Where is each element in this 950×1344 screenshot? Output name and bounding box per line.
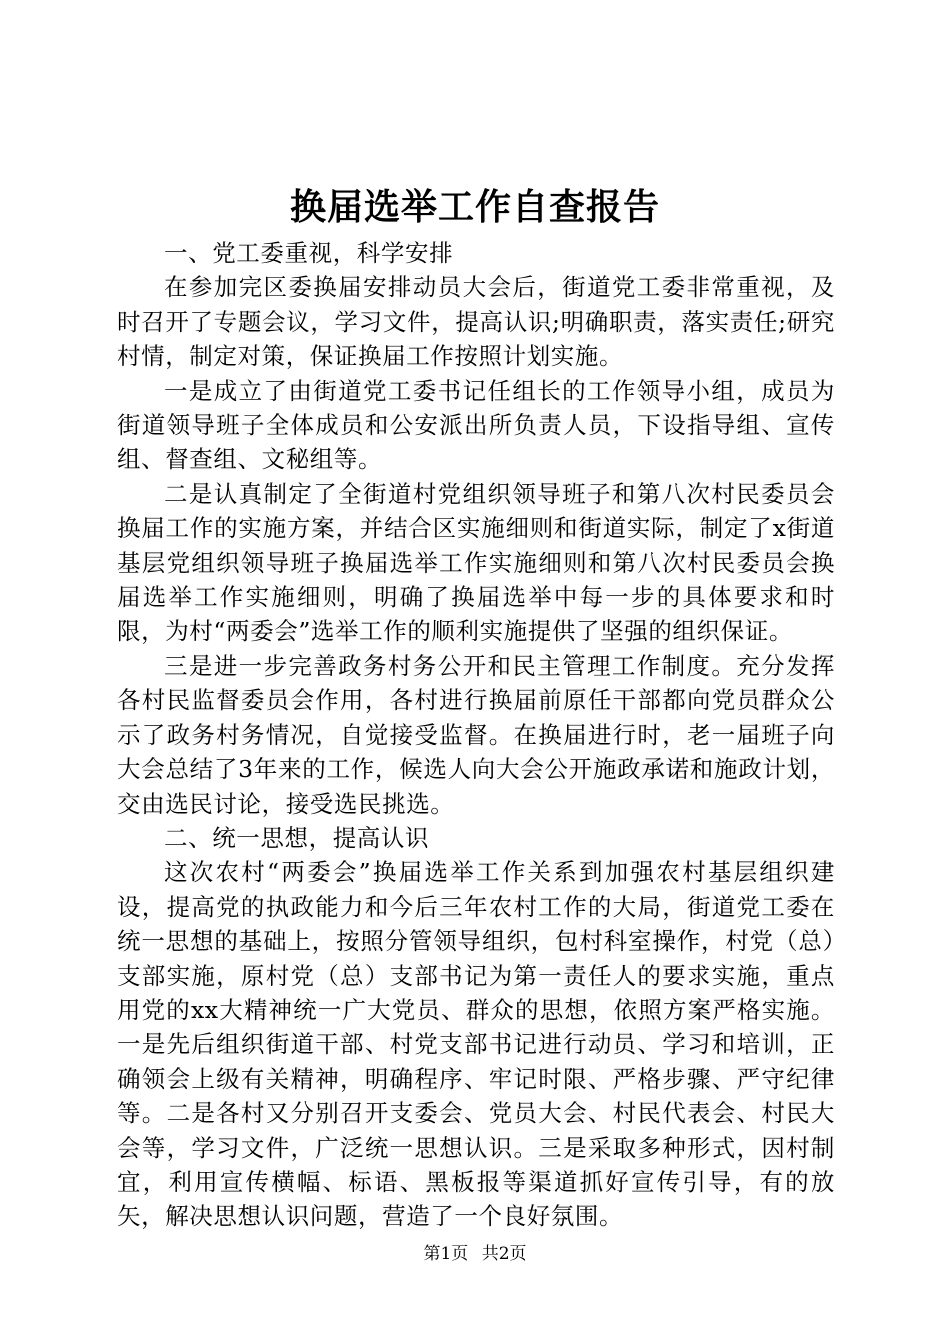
document-body bbox=[117, 236, 835, 1234]
paragraph: 三是进一步完善政务村务公开和民主管理工作制度。充分发挥各村民监督委员会作用，各村进行换届前原任干部都向党员群众公示了政务村务情况，自觉接受监督。在换届进行时，老一届班子向大会总结了3年来的工作，候选人向大会公开施政承诺和施政计划，交由选民讨论，接受选民挑选。 bbox=[117, 651, 835, 818]
paragraph: 在参加完区委换届安排动员大会后，街道党工委非常重视，及时召开了专题会议，学习文件，提高认识;明确职责，落实责任;研究村情，制定对策，保证换届工作按照计划实施。 bbox=[117, 273, 835, 371]
document-title: 换届选举工作自查报告 bbox=[289, 187, 660, 228]
section-heading-1: 一、党工委重视，科学安排 bbox=[164, 239, 454, 267]
paragraph: 一是成立了由街道党工委书记任组长的工作领导小组，成员为街道领导班子全体成员和公安派出所负责人员，下设指导组、宣传组、督查组、文秘组等。 bbox=[117, 376, 835, 474]
page-number: 第1页 bbox=[423, 1244, 469, 1264]
section-heading-2: 二、统一思想，提高认识 bbox=[164, 823, 430, 852]
paragraph: 这次农村“两委会”换届选举工作关系到加强农村基层组织建设，提高党的执政能力和今后三年农村工作的大局，街道党工委在统一思想的基础上，按照分管领导组织，包村科室操作，村党（总）支部实施，原村党（总）支部书记为第一责任人的要求实施，重点用党的xx大精神统一广大党员、群众的思想，依照方案严格实施。一是先后组织街道干部、村党支部书记进行动员、学习和培训，正确领会上级有关精神，明确程序、牢记时限、严格步骤、严守纪律等。二是各村又分别召开支委会、党员大会、村民代表会、村民大会等，学习文件，广泛统一思想认识。三是采取多种形式，因村制宜，利用宣传横幅、标语、黑板报等渠道抓好宣传引导，有的放矢，解决思想认识问题，营造了一个良好氛围。 bbox=[117, 858, 835, 1231]
page-footer bbox=[0, 1243, 950, 1265]
page-total: 共2页 bbox=[481, 1244, 527, 1264]
paragraph: 二是认真制定了全街道村党组织领导班子和第八次村民委员会换届工作的实施方案，并结合区实施细则和街道实际，制定了x街道基层党组织领导班子换届选举工作实施细则和第八次村民委员会换届选举工作实施细则，明确了换届选举中每一步的具体要求和时限，为村“两委会”选举工作的顺利实施提供了坚强的组织保证。 bbox=[117, 479, 835, 646]
